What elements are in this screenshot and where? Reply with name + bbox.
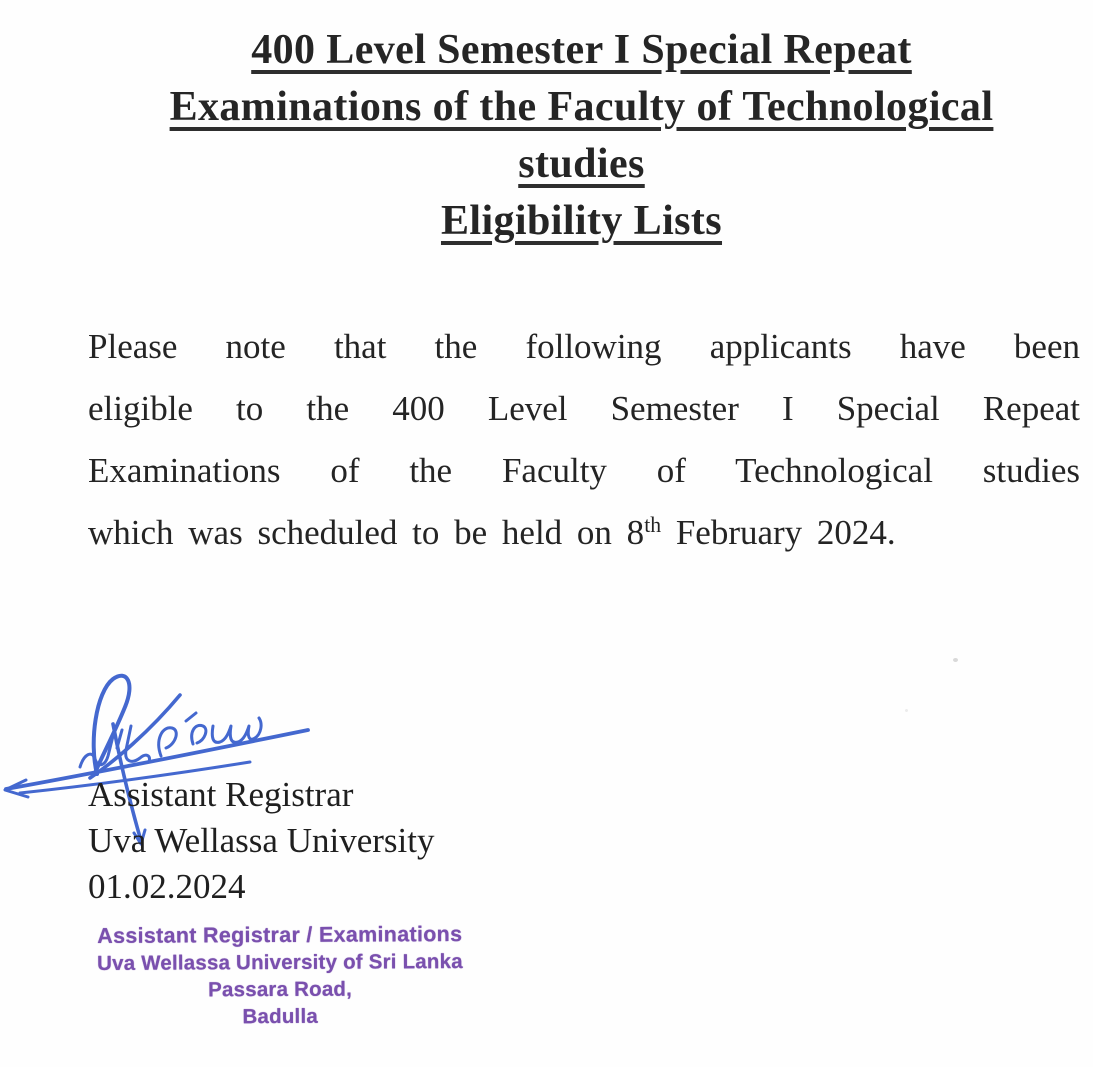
title-line-3-text: studies (518, 141, 645, 187)
title-line-4-text: Eligibility Lists (440, 198, 723, 244)
body-line-3: Examinations of the Faculty of Technological studies (88, 451, 1080, 490)
signoff-institution: Uva Wellassa University (88, 821, 435, 860)
scan-speck (953, 658, 958, 662)
notice-title (78, 22, 1085, 250)
stamp-line-3: Passara Road, (208, 977, 353, 1002)
stamp-line-4: Badulla (242, 1004, 318, 1029)
signoff-role: Assistant Registrar (88, 775, 354, 814)
body-line-1: Please note that the following applicants have been (88, 327, 1080, 366)
ordinal-superscript: th (644, 513, 662, 538)
scan-speck (905, 709, 908, 712)
title-line-2 (78, 79, 1085, 136)
stamp-line-2: Uva Wellassa University of Sri Lanka (96, 950, 463, 975)
body-line-4-suffix: February 2024. (661, 513, 896, 552)
title-line-1 (78, 22, 1085, 79)
body-line-4-prefix: which was scheduled to be held on 8 (88, 513, 645, 552)
body-line-2: eligible to the 400 Level Semester I Special Repeat (88, 389, 1080, 428)
stamp (80, 921, 481, 1031)
title-line-3 (78, 136, 1085, 193)
stamp-line-1: Assistant Registrar / Examinations (97, 922, 463, 948)
body-line-4 (88, 502, 1080, 568)
signoff-block (88, 772, 434, 910)
notice-body-paragraph (88, 316, 1080, 568)
signoff-date: 01.02.2024 (88, 867, 246, 906)
title-line-2-text: Examinations of the Faculty of Technological (169, 84, 994, 130)
title-line-4 (78, 193, 1085, 250)
title-line-1-text: 400 Level Semester I Special Repeat (251, 27, 912, 73)
